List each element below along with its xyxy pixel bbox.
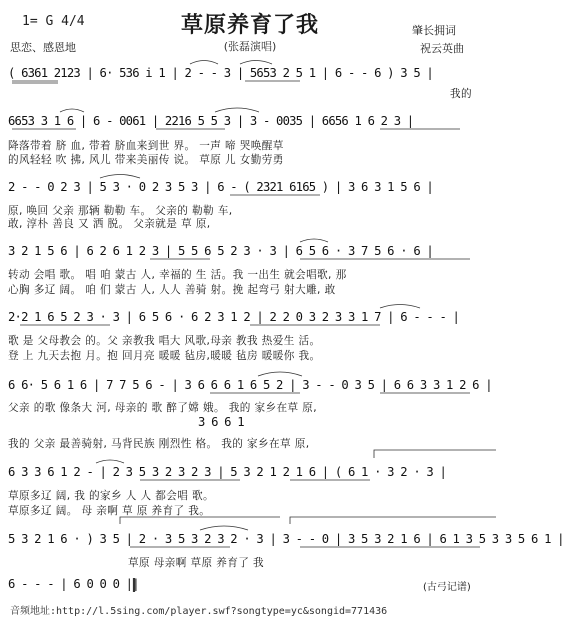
lyrics-row-2-verse-2: 的风轻轻 吹 拂, 风儿 带来美丽传 说。 草原 儿 女勤劳勇 bbox=[8, 154, 284, 166]
tie-mark bbox=[190, 61, 218, 65]
lyrics-row-1: 我的 bbox=[450, 88, 472, 100]
composer: 祝云英曲 bbox=[420, 42, 464, 55]
score-notes-row-8: 5 3 2 1 6 · ) 3 5 | 2 · 3 5 3 2 3 2 · 3 | 3 - - 0 | 3 5 3 2 1 6 | 6 1 3 5 3 3 5 6 1 | bbox=[8, 532, 564, 546]
audio-source-url: 音频地址:http://l.5sing.com/player.swf?songtype=yc&songid=771436 bbox=[10, 606, 388, 617]
lyrics-row-3-verse-2: 敢, 淳朴 善良 又 洒 脱。 父亲就是 草 原, bbox=[8, 218, 211, 230]
lyrics-row-7-verse-1: 草原多辽 阔, 我 的家乡 人 人 都会唱 歌。 bbox=[8, 490, 215, 502]
score-notes-row-2: 6653 3 1 6 | 6 - 0061 | 2216 5 5 3 | 3 - 0035 | 6656 1 6 2 3 | bbox=[8, 114, 414, 128]
score-notes-row-5: 2·2 1 6 5 2 3 · 3 | 6 5 6 · 6 2 3 1 2 | 2 2 0 3 2 3 3 1 7 | 6 - - - | bbox=[8, 310, 460, 324]
score-notes-row-4: 3 2 1 5 6 | 6 2 6 1 2 3 | 5 5 6 5 2 3 · 3 | 6 5 6 · 3 7 5 6 · 6 | bbox=[8, 244, 433, 258]
lyrics-row-5-verse-1: 歌 是 父母教会 的。父 亲教我 唱大 风歌,母亲 教我 热爱生 活。 bbox=[8, 335, 321, 347]
performance-mood: 思恋、感恩地 bbox=[10, 41, 76, 54]
score-notes-row-6: 6 6· 5 6 1 6 | 7 7 5 6 - | 3 6 6 6 1 6 5 2 | 3 - - 0 3 5 | 6 6 3 3 1 2 6 | bbox=[8, 378, 492, 392]
lyrics-row-7-verse-2: 草原多辽 阔。 母 亲啊 草 原 养育了 我。 bbox=[8, 505, 211, 517]
tie-mark bbox=[96, 460, 124, 463]
lyrics-row-4-verse-2: 心胸 多辽 阔。 咱 们 蒙古 人, 人人 善骑 射。挽 起弯弓 射大雕, 敢 bbox=[8, 284, 336, 296]
tie-mark bbox=[240, 61, 272, 65]
score-notes-variant: 3 6 6 1 bbox=[198, 415, 244, 429]
score-notes-row-1: ( 6361 2123 | 6· 536 i 1 | 2 - - 3 | 5653 2 5 1 | 6 - - 6 ) 3 5 | bbox=[8, 66, 433, 80]
lyrics-row-2-verse-1: 降落带着 脐 血, 带着 脐血来到世 界。 一声 啼 哭唤醒草 bbox=[8, 140, 284, 152]
score-notes-row-7: 6 3 3 6 1 2 - | 2 3 5 3 2 3 2 3 | 5 3 2 1 2 1 6 | ( 6 1 · 3 2 · 3 | bbox=[8, 465, 447, 479]
lyricist: 肇长拥词 bbox=[412, 24, 456, 37]
song-title: 草原养育了我 bbox=[180, 13, 319, 38]
tie-mark bbox=[258, 372, 302, 376]
tie-mark bbox=[200, 526, 248, 530]
lyrics-row-4-verse-1: 转动 会唱 歌。 唱 咱 蒙古 人, 幸福的 生 活。我 一出生 就会唱歌, 那 bbox=[8, 269, 347, 281]
tie-mark bbox=[380, 305, 420, 309]
lyrics-row-5-verse-2: 登 上 九天去抱 月。抱 回月亮 暖暖 毡房,暖暖 毡房 暖暖你 我。 bbox=[8, 350, 321, 362]
score-notes-row-9: 6 - - - | 6 0 0 0 || bbox=[8, 577, 139, 591]
transcriber-credit: (古弓记谱) bbox=[423, 582, 471, 593]
lyrics-row-6-verse-1: 父亲 的歌 像条大 河, 母亲的 歌 醉了嫦 娥。 我的 家乡在草 原, bbox=[8, 402, 318, 414]
tie-mark bbox=[215, 108, 259, 112]
lyrics-row-3-verse-1: 原, 唤回 父亲 那辆 勒勒 车。 父亲的 勒勒 车, bbox=[8, 205, 233, 217]
key-signature: 1= G 4/4 bbox=[22, 14, 85, 29]
lyrics-row-6-verse-2: 我的 父亲 最善骑射, 马背民族 刚烈性 格。 我的 家乡在草 原, bbox=[8, 438, 310, 450]
performer: (张磊演唱) bbox=[223, 40, 277, 53]
score-notes-row-3: 2 - - 0 2 3 | 5 3 · 0 2 3 5 3 | 6 - ( 2321 6165 ) | 3 6 3 1 5 6 | bbox=[8, 180, 433, 194]
lyrics-row-8: 草原 母亲啊 草原 养育了 我 bbox=[128, 557, 264, 569]
tie-mark bbox=[100, 175, 140, 179]
tie-mark bbox=[300, 239, 328, 242]
tie-mark bbox=[60, 109, 84, 112]
